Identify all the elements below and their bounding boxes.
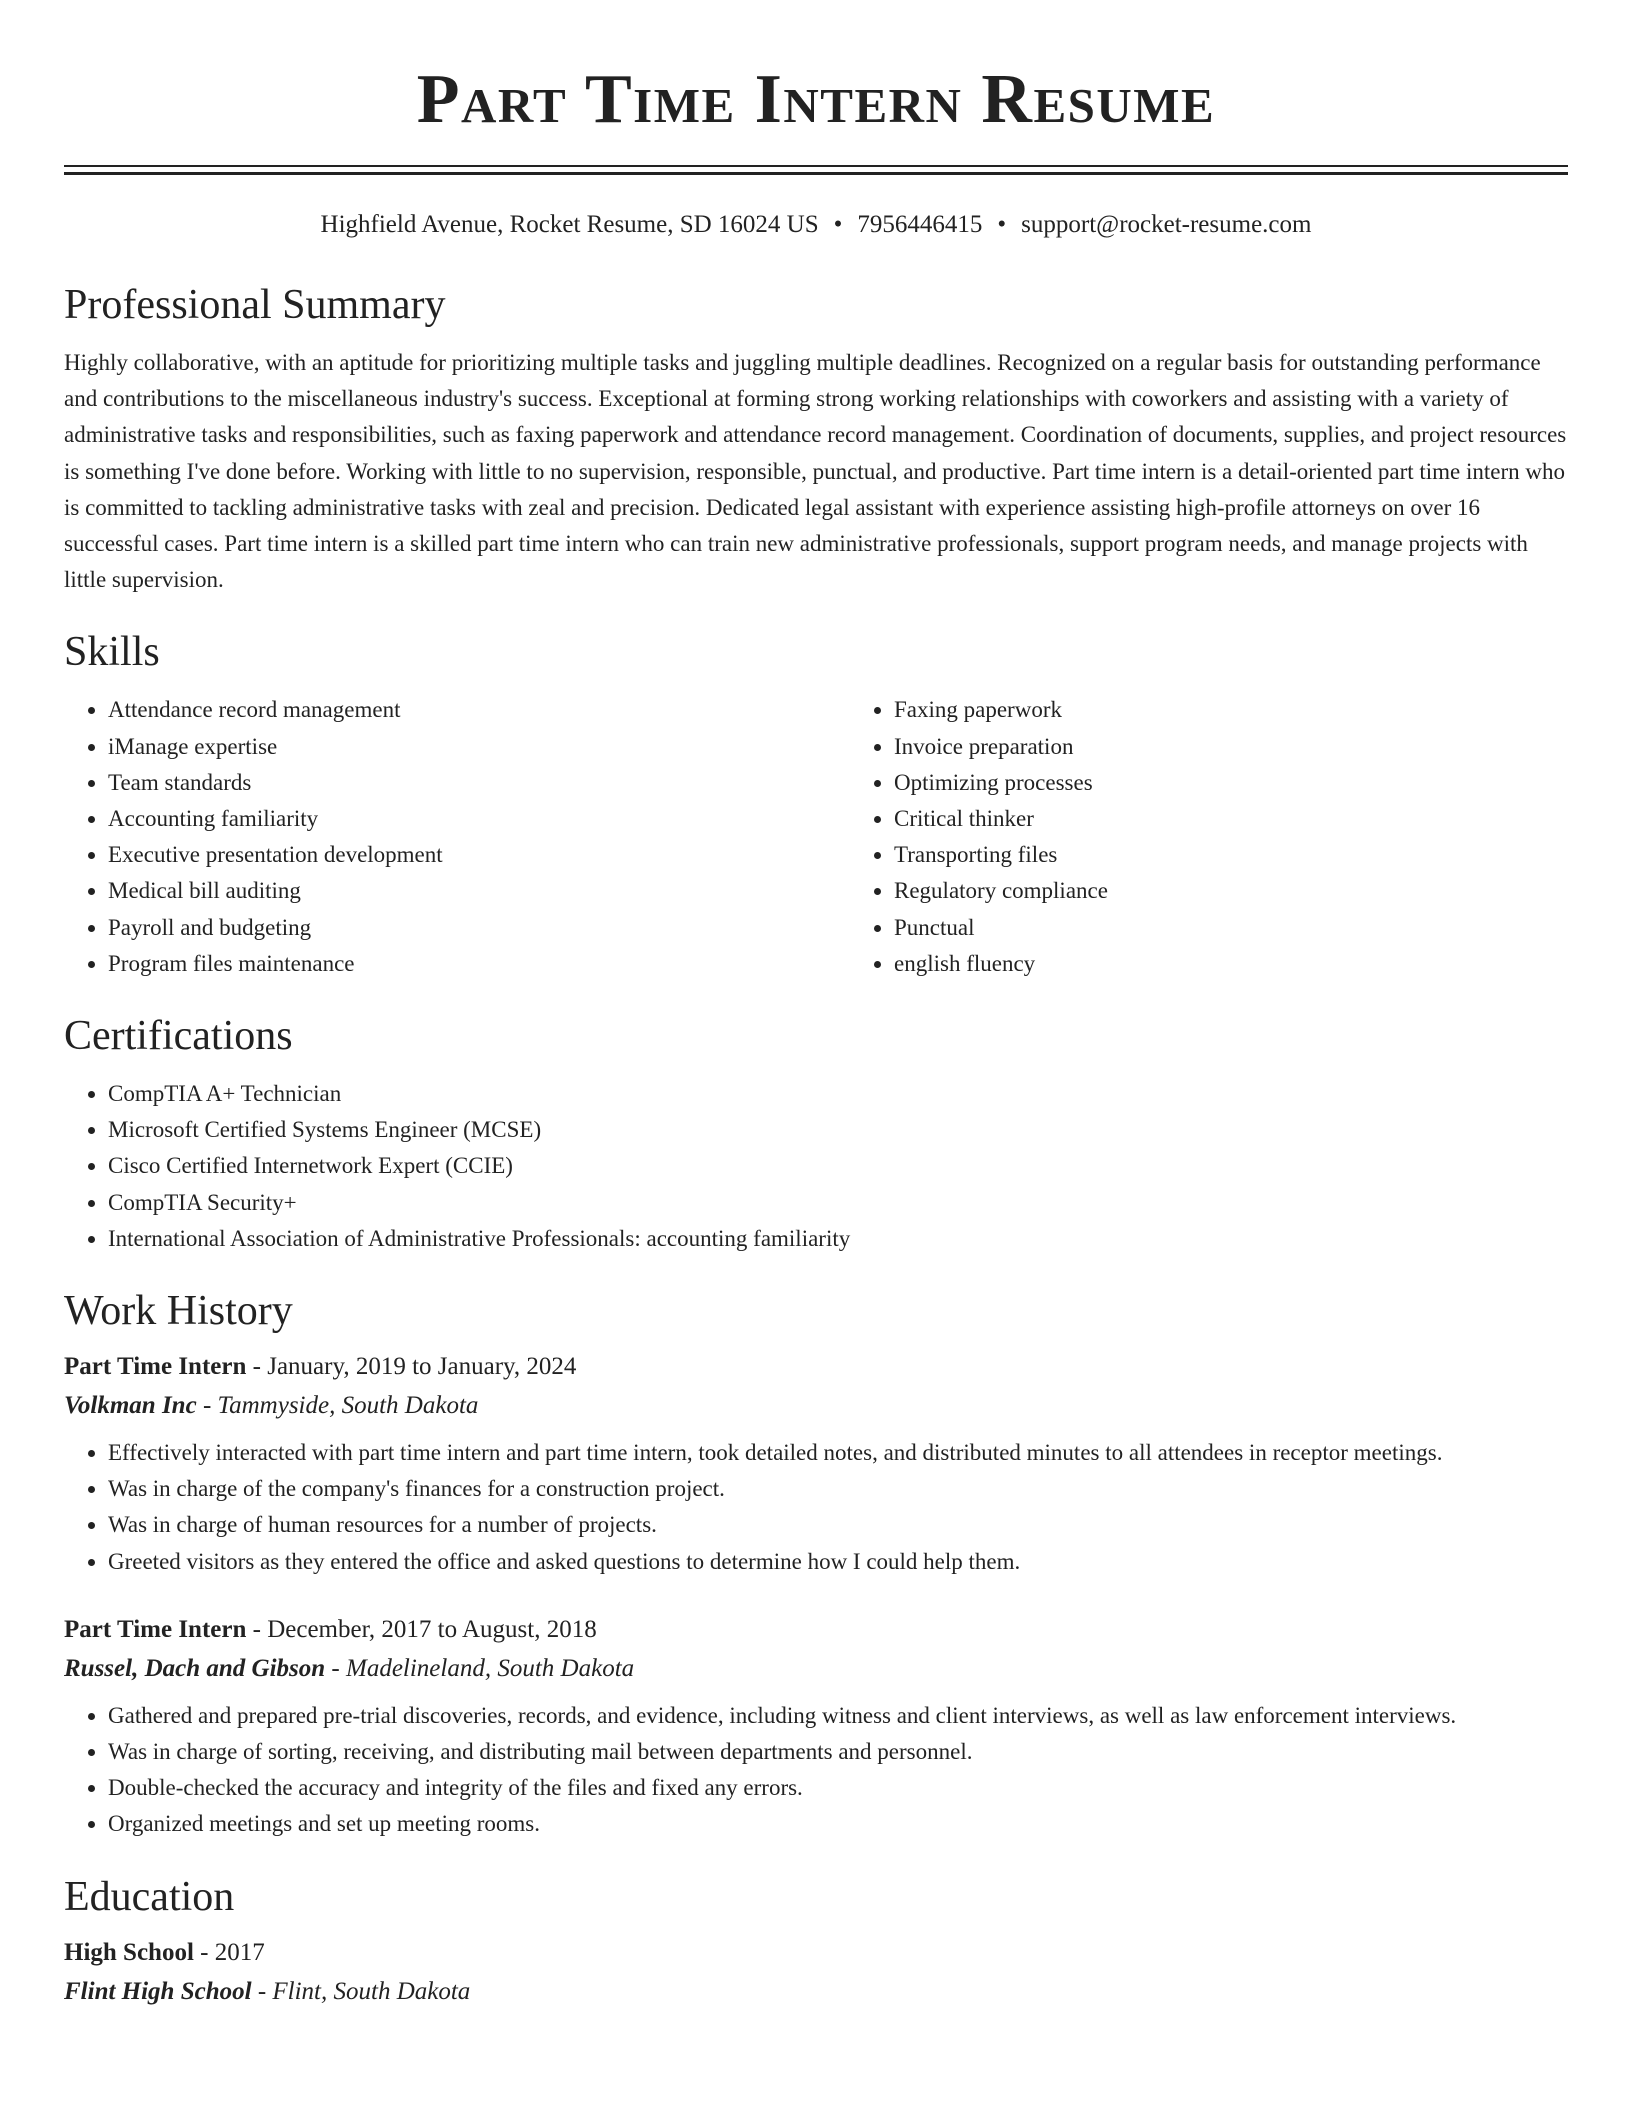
job-duty-item: • Greeted visitors as they entered the office and asked questions to determine how I could help them. xyxy=(108,1544,1568,1580)
education-school: Flint High School xyxy=(64,1977,252,2005)
job-duty-item: • Effectively interacted with part time intern and part time intern, took detailed notes, and distributed minutes to all attendees in receptor meetings. xyxy=(108,1435,1568,1471)
skills-list-right xyxy=(850,692,1568,982)
skill-item: • Payroll and budgeting xyxy=(108,910,850,946)
skill-item: • Team standards xyxy=(108,765,850,801)
job-dates: - December, 2017 to August, 2018 xyxy=(246,1615,597,1643)
job-duty-item: • Organized meetings and set up meeting rooms. xyxy=(108,1806,1568,1842)
job-role: Part Time Intern xyxy=(64,1353,247,1381)
education-location: - Flint, South Dakota xyxy=(251,1977,471,2005)
education-degree-line xyxy=(64,1933,1568,1972)
contact-email: support@rocket-resume.com xyxy=(1021,211,1312,238)
skill-item: • Attendance record management xyxy=(108,692,850,728)
skill-item: • Regulatory compliance xyxy=(894,873,1568,909)
job-duties-list xyxy=(64,1435,1568,1580)
contact-address: Highfield Avenue, Rocket Resume, SD 16024 US xyxy=(320,211,819,238)
job-title-line xyxy=(64,1610,1568,1649)
resume-content xyxy=(64,0,1568,2011)
certifications-heading: Certifications xyxy=(64,1013,293,1060)
skill-item: • Optimizing processes xyxy=(894,765,1568,801)
skill-item: • Accounting familiarity xyxy=(108,801,850,837)
job-duty-item: • Was in charge of the company's finances for a construction project. xyxy=(108,1471,1568,1507)
skill-item: • Punctual xyxy=(894,910,1568,946)
contact-phone: 7956446415 xyxy=(857,211,983,238)
skill-item: • iManage expertise xyxy=(108,729,850,765)
summary-text: Highly collaborative, with an aptitude for prioritizing multiple tasks and juggling multiple deadlines. Recognized on a regular basis for outstanding performance and contributions to the miscellaneous industry's success. Exceptional at forming strong working relationships with coworkers and assisting with a variety of administrative tasks and responsibilities, such as faxing paperwork and attendance record management. Coordination of documents, supplies, and project resources is something I've done before. Working with little to no supervision, responsible, punctual, and productive. Part time intern is a detail-oriented part time intern who is committed to tackling administrative tasks with zeal and precision. Dedicated legal assistant with experience assisting high-profile attorneys on over 16 successful cases. Part time intern is a skilled part time intern who can train new administrative professionals, support program needs, and manage projects with little supervision. xyxy=(64,350,1567,593)
skill-item: • english fluency xyxy=(894,946,1568,982)
contact-separator: • xyxy=(997,211,1007,238)
job-company: Volkman Inc xyxy=(64,1392,197,1420)
job-company-line xyxy=(64,1649,1568,1688)
skill-item: • Critical thinker xyxy=(894,801,1568,837)
skills-heading: Skills xyxy=(64,629,160,676)
job-location: - Tammyside, South Dakota xyxy=(196,1392,479,1420)
certification-item: • CompTIA Security+ xyxy=(108,1185,1568,1221)
skill-item: • Faxing paperwork xyxy=(894,692,1568,728)
certifications-list xyxy=(64,1076,1568,1257)
contact-line xyxy=(64,209,1568,241)
job-company-line xyxy=(64,1386,1568,1425)
job-title-line xyxy=(64,1347,1568,1386)
education-entry xyxy=(64,1933,1568,2011)
education-year: - 2017 xyxy=(193,1938,265,1966)
certification-item: • Microsoft Certified Systems Engineer (MCSE) xyxy=(108,1112,1568,1148)
education-school-line xyxy=(64,1972,1568,2011)
divider-line-top xyxy=(64,165,1568,167)
work-history-heading: Work History xyxy=(64,1288,293,1335)
job-dates: - January, 2019 to January, 2024 xyxy=(246,1353,577,1381)
job-company: Russel, Dach and Gibson xyxy=(64,1654,326,1682)
certification-item: • CompTIA A+ Technician xyxy=(108,1076,1568,1112)
certification-item: • Cisco Certified Internetwork Expert (CCIE) xyxy=(108,1148,1568,1184)
skill-item: • Invoice preparation xyxy=(894,729,1568,765)
job-duty-item: • Was in charge of sorting, receiving, and distributing mail between departments and personnel. xyxy=(108,1734,1568,1770)
skill-item: • Transporting files xyxy=(894,837,1568,873)
job-duty-item: • Double-checked the accuracy and integrity of the files and fixed any errors. xyxy=(108,1770,1568,1806)
job-duty-item: • Gathered and prepared pre-trial discoveries, records, and evidence, including witness and client interviews, as well as law enforcement interviews. xyxy=(108,1698,1568,1734)
skill-item: • Program files maintenance xyxy=(108,946,850,982)
contact-separator: • xyxy=(833,211,843,238)
resume-title: Part Time Intern Resume xyxy=(416,61,1216,138)
job-duties-list xyxy=(64,1698,1568,1843)
title-divider xyxy=(64,165,1568,175)
skill-item: • Executive presentation development xyxy=(108,837,850,873)
education-heading: Education xyxy=(64,1873,235,1920)
job-location: - Madelineland, South Dakota xyxy=(325,1654,635,1682)
skills-columns xyxy=(64,692,1568,982)
education-degree: High School xyxy=(64,1938,194,1966)
divider-line-bottom xyxy=(64,172,1568,175)
skill-item: • Medical bill auditing xyxy=(108,873,850,909)
job-duty-item: • Was in charge of human resources for a number of projects. xyxy=(108,1507,1568,1543)
certification-item: • International Association of Administrative Professionals: accounting familiarity xyxy=(108,1221,1568,1257)
job-entry xyxy=(64,1347,1568,1580)
skills-list-left xyxy=(64,692,850,982)
job-role: Part Time Intern xyxy=(64,1615,247,1643)
summary-heading: Professional Summary xyxy=(64,282,446,328)
job-entry xyxy=(64,1610,1568,1843)
